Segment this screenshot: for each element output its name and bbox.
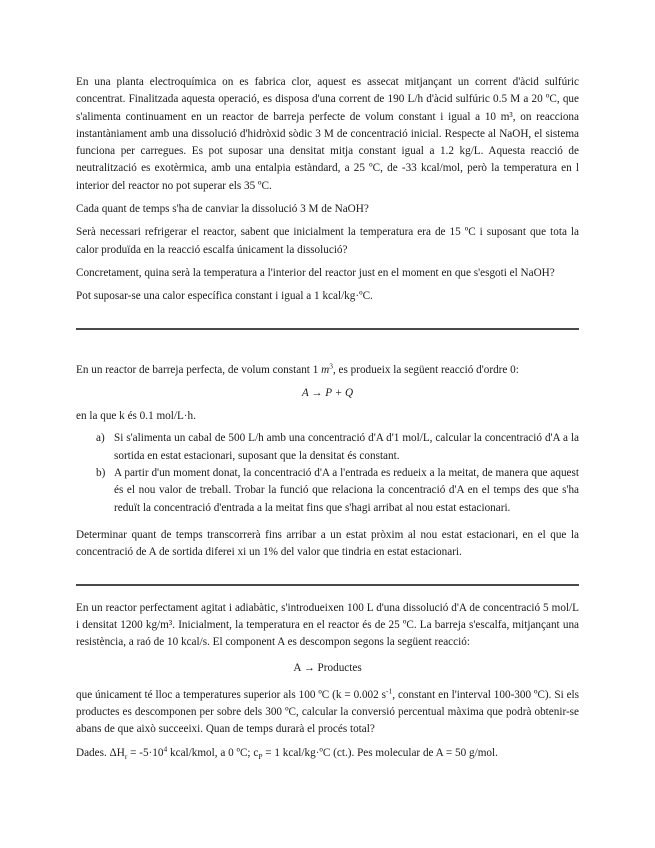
- problem-3-data-text-d: = 1 kcal/kg·ºC (ct.). Pes molecular de A = 50 g/mol.: [262, 746, 498, 759]
- list-item: [96, 465, 579, 517]
- problem-3-data-text-b: = -5·10: [127, 746, 164, 759]
- problem-2-rate-constant: en la que k és 0.1 mol/L·h.: [76, 410, 196, 423]
- list-item-text: Si s'alimenta un cabal de 500 L/h amb una concentració d'A d'1 mol/L, calcular la concentració d'A a la sortida en estat estacionari, suposant que la densitat és constant.: [114, 432, 579, 462]
- problem-3: [76, 600, 579, 762]
- problem-1: [76, 74, 579, 306]
- problem-2-closing: Determinar quant de temps transcorrerà fins arribar a un estat pròxim al nou estat estacionari, en el que la concentració de A de sortida diferei xi un 1% del valor que tindria en estat estacionari.: [76, 528, 579, 559]
- list-item-marker: a): [96, 432, 105, 445]
- problem-3-data: [76, 745, 579, 762]
- problem-3-equation: A → Productes: [293, 662, 362, 675]
- problem-2-intro: [76, 362, 579, 379]
- problem-1-question-4: Pot suposar-se una calor específica constant i igual a 1 kcal/kg·ºC.: [76, 290, 373, 303]
- section-divider-1: [76, 328, 579, 330]
- problem-1-intro: En una planta electroquímica on es fabrica clor, aquest es assecat mitjançant un corrent d'àcid sulfúric concentrat. Finalitzada aquesta operació, es disposa d'una corrent de 190 L/h d'àcid sulfúric 0.5 M a 20 ºC, que s'alimenta continuament en un reactor de barreja perfecte de volum constant i igual a 10 m³, on reacciona instantàniament amb una dissolució d'hidròxid sòdic 3 M de concentració inicial. Respecte al NaOH, el sistema funciona per carregues. Es pot suposar una densitat mitja constant igual a 1.2 kg/L. Aquesta reacció de neutralització es exotèrmica, amb una entalpia estàndard, a 25 ºC, de -33 kcal/mol, però la temperatura en l interior del reactor no pot superar els 35 ºC.: [76, 76, 579, 192]
- problem-3-data-subscript-2: P: [258, 751, 263, 761]
- problem-2: [76, 362, 579, 562]
- problem-2-intro-unit: m: [321, 363, 330, 376]
- problem-2-intro-exponent: 3: [329, 360, 333, 370]
- problem-3-data-text-c: kcal/kmol, a 0 ºC; c: [167, 746, 259, 759]
- problem-3-data-subscript: r: [124, 751, 128, 761]
- problem-3-intro: En un reactor perfectament agitat i adiabàtic, s'introdueixen 100 L d'una dissolució d'A de concentració 5 mol/L i densitat 1200 kg/m³. Inicialment, la temperatura en el reactor és de 25 ºC. La barreja s'escalfa, mitjançant una resistència, a raó de 10 kcal/s. El component A es descompon segons la següent reacció:: [76, 601, 579, 649]
- problem-3-body: [76, 687, 579, 739]
- problem-3-body-text-b: , constant en l'interval 100-300 ºC). Si els productes es descomponen per sobre dels 300 ºC, calcular la conversió percentual màxima que podrà obtenir-se abans de que això succeeixi. Quan de temps durarà el procés total?: [76, 688, 580, 736]
- problem-1-question-1: Cada quant de temps s'ha de canviar la dissolució 3 M de NaOH?: [76, 203, 369, 216]
- problem-2-subquestions: [76, 430, 579, 516]
- list-item-text: A partir d'un moment donat, la concentració d'A a l'entrada es redueix a la meitat, de manera que aquest és el nou valor de treball. Trobar la funció que relaciona la concentració d'A en el temps des que s'ha reduït la concentració d'entrada a la meitat fins que s'hagi arribat al nou estat estacionari.: [114, 467, 579, 514]
- document-page: [76, 74, 579, 762]
- problem-2-intro-text-a: En un reactor de barreja perfecta, de volum constant 1: [76, 363, 322, 376]
- problem-2-equation: A → P + Q: [301, 386, 354, 399]
- problem-3-body-exponent: -1: [386, 685, 393, 695]
- section-divider-2: [76, 584, 579, 586]
- problem-3-body-text-a: que únicament té lloc a temperatures superior als 100 ºC (k = 0.002 s: [76, 688, 387, 701]
- problem-1-question-2: Serà necessari refrigerar el reactor, sabent que inicialment la temperatura era de 15 ºC i suposant que tota la calor produïda en la reacció escalfa únicament la dissolució?: [76, 226, 579, 256]
- problem-2-intro-text-b: , es produeix la següent reacció d'ordre 0:: [332, 363, 519, 376]
- list-item: [96, 430, 579, 465]
- problem-1-question-3: Concretament, quina serà la temperatura a l'interior del reactor just en el moment en que s'esgoti el NaOH?: [76, 266, 555, 279]
- problem-3-data-text-a: Dades. ΔH: [76, 746, 125, 759]
- problem-3-data-exponent: 4: [163, 743, 168, 753]
- list-item-marker: b): [96, 467, 106, 480]
